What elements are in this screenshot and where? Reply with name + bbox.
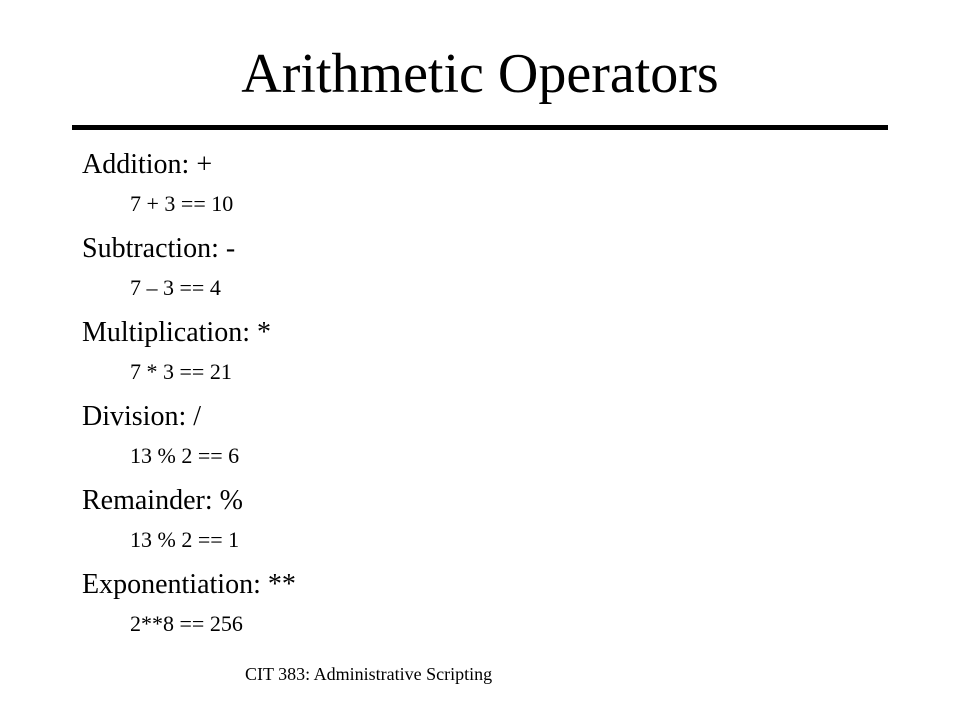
operator-heading: Subtraction: - — [82, 233, 236, 264]
slide-title: Arithmetic Operators — [241, 43, 719, 105]
operator-heading: Multiplication: * — [82, 317, 271, 348]
operator-heading: Remainder: % — [82, 485, 243, 516]
list-item-multiplication — [82, 311, 882, 395]
operator-list — [82, 143, 882, 647]
list-item-remainder — [82, 479, 882, 563]
operator-example: 13 % 2 == 6 — [130, 443, 240, 468]
title-divider — [72, 125, 888, 130]
slide-footer: CIT 383: Administrative Scripting — [245, 664, 493, 684]
operator-example: 2**8 == 256 — [130, 611, 243, 636]
list-item-addition — [82, 143, 882, 227]
operator-heading: Division: / — [82, 401, 202, 432]
list-item-subtraction — [82, 227, 882, 311]
list-item-division — [82, 395, 882, 479]
operator-example: 13 % 2 == 1 — [130, 527, 240, 552]
operator-heading: Exponentiation: ** — [82, 569, 296, 600]
operator-example: 7 – 3 == 4 — [130, 275, 221, 300]
list-item-exponentiation — [82, 563, 882, 647]
operator-example: 7 * 3 == 21 — [130, 359, 232, 384]
operator-example: 7 + 3 == 10 — [130, 191, 234, 216]
operator-heading: Addition: + — [82, 149, 213, 180]
